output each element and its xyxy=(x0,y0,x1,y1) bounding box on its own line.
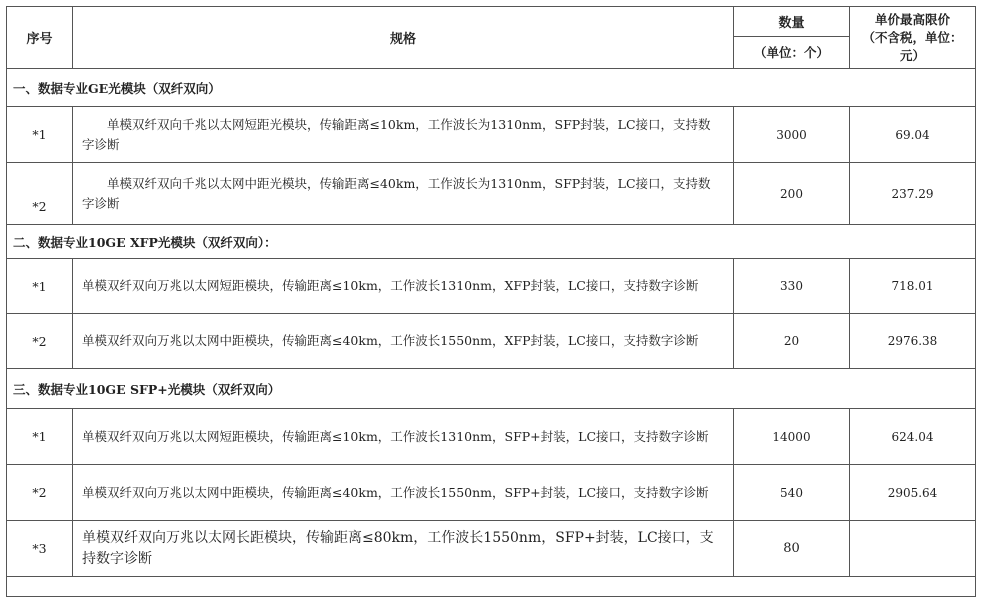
table-row xyxy=(7,259,976,314)
table-row xyxy=(7,521,976,577)
row-spec: 单模双纤双向万兆以太网中距模块，传输距离≤40km，工作波长1550nm，XFP封装，LC接口，支持数字诊断 xyxy=(73,314,734,369)
row-price: 718.01 xyxy=(850,259,976,314)
row-qty: 330 xyxy=(734,259,850,314)
table-row xyxy=(7,314,976,369)
section-title: 二、数据专业10GE XFP光模块（双纤双向）： xyxy=(7,225,976,259)
header-qty-unit: （单位：个） xyxy=(734,37,850,69)
row-price xyxy=(850,521,976,577)
table-row xyxy=(7,163,976,225)
row-qty: 200 xyxy=(734,163,850,225)
row-qty: 20 xyxy=(734,314,850,369)
row-price: 624.04 xyxy=(850,409,976,465)
table-row xyxy=(7,107,976,163)
row-qty: 540 xyxy=(734,465,850,521)
header-price-line2: （不含税，单位： xyxy=(862,29,963,45)
row-seq: *2 xyxy=(7,465,73,521)
section-title: 三、数据专业10GE SFP+光模块（双纤双向） xyxy=(7,369,976,409)
header-price-line3: 元） xyxy=(899,47,925,63)
section-title: 一、数据专业GE光模块（双纤双向） xyxy=(7,69,976,107)
row-price: 69.04 xyxy=(850,107,976,163)
row-qty: 14000 xyxy=(734,409,850,465)
row-seq: *2 xyxy=(7,163,73,225)
row-spec: 单模双纤双向万兆以太网中距模块，传输距离≤40km，工作波长1550nm，SFP+封装，LC接口，支持数字诊断 xyxy=(73,465,734,521)
header-spec: 规格 xyxy=(73,7,734,69)
row-seq: *1 xyxy=(7,259,73,314)
header-qty: 数量 xyxy=(734,7,850,37)
table-row xyxy=(7,465,976,521)
row-spec: 单模双纤双向万兆以太网短距模块，传输距离≤10km，工作波长1310nm，XFP封装，LC接口，支持数字诊断 xyxy=(73,259,734,314)
row-seq: *1 xyxy=(7,409,73,465)
row-price: 2976.38 xyxy=(850,314,976,369)
price-limit-table xyxy=(6,6,976,597)
header-price-line1: 单价最高限价 xyxy=(874,11,950,27)
header-seq: 序号 xyxy=(7,7,73,69)
table-row xyxy=(7,409,976,465)
row-spec: 单模双纤双向千兆以太网中距光模块，传输距离≤40km，工作波长为1310nm，SFP封装，LC接口，支持数字诊断 xyxy=(73,163,734,225)
row-qty: 80 xyxy=(734,521,850,577)
row-spec: 单模双纤双向万兆以太网短距模块，传输距离≤10km，工作波长1310nm，SFP+封装，LC接口，支持数字诊断 xyxy=(73,409,734,465)
row-price: 2905.64 xyxy=(850,465,976,521)
header-price xyxy=(850,7,976,69)
row-seq: *1 xyxy=(7,107,73,163)
row-seq: *2 xyxy=(7,314,73,369)
row-seq: *3 xyxy=(7,521,73,577)
row-price: 237.29 xyxy=(850,163,976,225)
row-spec: 单模双纤双向万兆以太网长距模块，传输距离≤80km，工作波长1550nm，SFP+封装，LC接口，支持数字诊断 xyxy=(73,521,734,577)
row-spec: 单模双纤双向千兆以太网短距光模块，传输距离≤10km，工作波长为1310nm，SFP封装，LC接口，支持数字诊断 xyxy=(73,107,734,163)
row-qty: 3000 xyxy=(734,107,850,163)
